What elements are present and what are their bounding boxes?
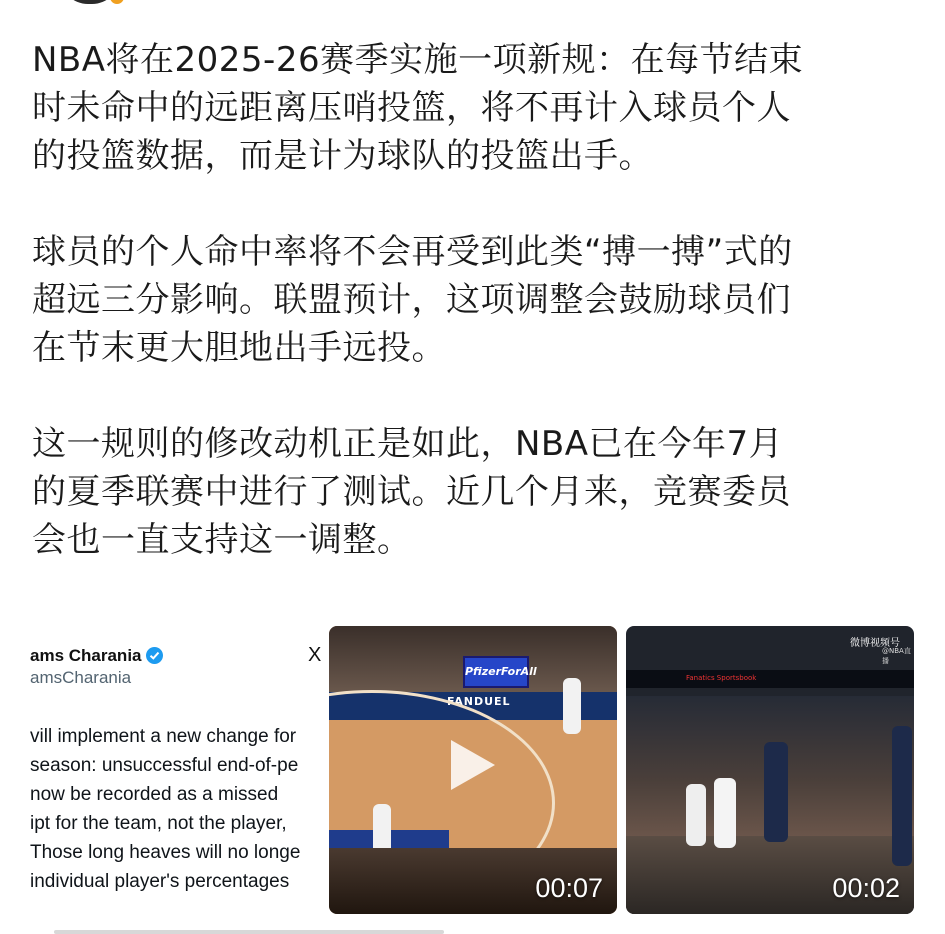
video-thumbnail-1[interactable] xyxy=(329,626,617,914)
player-figure xyxy=(892,726,912,866)
video-thumbnail-2[interactable] xyxy=(626,626,914,914)
player-figure xyxy=(686,784,706,846)
play-icon[interactable] xyxy=(451,740,495,790)
tweet-screenshot-image[interactable] xyxy=(0,626,330,914)
verified-badge-icon xyxy=(146,647,163,664)
ad-board-text: FANDUEL xyxy=(447,695,511,708)
tweet-author-handle: amsCharania xyxy=(30,668,132,687)
divider xyxy=(54,930,444,934)
video-duration: 00:07 xyxy=(535,873,603,903)
tweet-body: vill implement a new change for season: unsuccessful end-of-pe now be recorded as a missed ipt for the team, not the player, Those long heaves will no longe individual player's percentages xyxy=(30,726,301,892)
tweet-author-name: ams Charania xyxy=(30,646,142,665)
player-figure xyxy=(714,778,736,848)
post-text xyxy=(32,36,912,564)
player-figure xyxy=(764,742,788,842)
ad-ribbon: Fanatics Sportsbook xyxy=(686,674,757,682)
video-duration: 00:02 xyxy=(832,873,900,903)
paragraph-2: 球员的个人命中率将不会再受到此类“搏一搏”式的 超远三分影响。联盟预计，这项调整会鼓励球员们 在节末更大胆地出手远投。 xyxy=(32,232,793,368)
arena-sign: PfizerForAll xyxy=(463,656,529,688)
paragraph-3: 这一规则的修改动机正是如此，NBA已在今年7月 的夏季联赛中进行了测试。近几个月来，竞赛委员 会也一直支持这一调整。 xyxy=(32,424,791,560)
player-figure xyxy=(563,678,581,734)
watermark-sub: @NBA直播 xyxy=(882,647,911,665)
badge-icon xyxy=(110,0,124,4)
paragraph-1: NBA将在2025-26赛季实施一项新规：在每节结束 时未命中的远距离压哨投篮，将不再计入球员个人 的投篮数据，而是计为球队的投篮出手。 xyxy=(32,40,804,176)
weibo-video-watermark: 微博视频号 xyxy=(850,638,900,649)
x-logo-icon: X xyxy=(308,644,322,666)
